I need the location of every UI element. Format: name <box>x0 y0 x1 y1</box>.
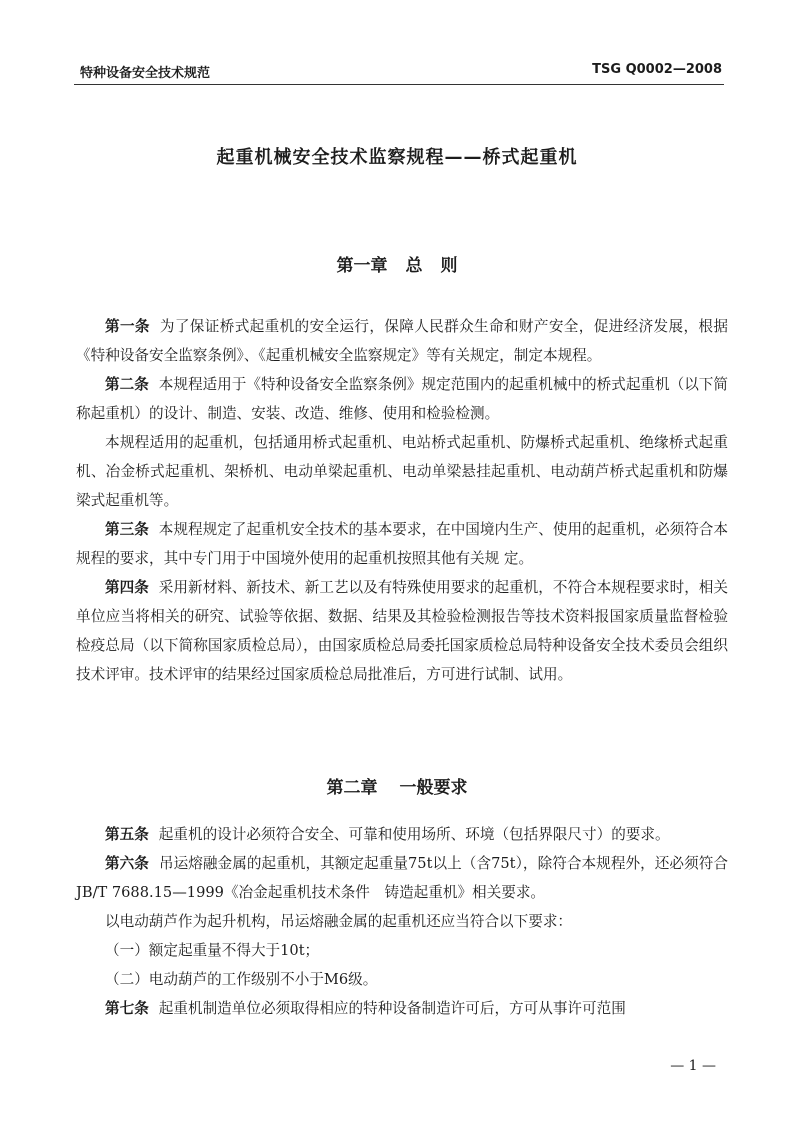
paragraph-text: 本规程规定了起重机安全技术的基本要求，在中国境内生产、使用的起重机，必须符合本规程的要求，其中专门用于中国境外使用的起重机按照其他有关规 定。 <box>76 521 728 567</box>
paragraph-text: 起重机制造单位必须取得相应的特种设备制造许可后，方可从事许可范围 <box>158 1000 626 1017</box>
chapter-2-heading <box>0 773 794 798</box>
header-series-title: 特种设备安全技术规范 <box>80 66 211 81</box>
header-standard-code: TSG Q0002—2008 <box>592 62 722 77</box>
paragraph-text: 为了保证桥式起重机的安全运行，保障人民群众生命和财产安全，促进经济发展，根据《特种设备安全监察条例》、《起重机械安全监察规定》等有关规定，制定本规程。 <box>76 318 728 364</box>
paragraph <box>76 849 728 907</box>
paragraph <box>76 573 728 689</box>
chapter-1-name-b: 则 <box>440 256 458 276</box>
article-label: 第五条 <box>105 826 149 843</box>
article-label: 第二条 <box>105 376 149 393</box>
paragraph <box>76 820 728 849</box>
running-header <box>74 58 724 85</box>
document-title: 起重机械安全技术监察规程——桥式起重机 <box>216 147 578 168</box>
paragraph-text: 以电动葫芦作为起升机构，吊运熔融金属的起重机还应当符合以下要求： <box>105 913 573 930</box>
article-label: 第七条 <box>105 1000 149 1017</box>
chapter-1-body <box>76 312 728 689</box>
article-label: 第四条 <box>105 579 149 596</box>
paragraph-text: 起重机的设计必须符合安全、可靠和使用场所、环境（包括界限尺寸）的要求。 <box>158 826 670 843</box>
paragraph-text: 吊运熔融金属的起重机，其额定起重量75t以上（含75t），除符合本规程外，还必须符合 JB/T 7688.15—1999《冶金起重机技术条件 铸造起重机》相关要求。 <box>76 855 728 901</box>
page-number: — 1 — <box>670 1058 716 1074</box>
list-item <box>76 936 728 965</box>
paragraph <box>76 370 728 428</box>
article-label: 第一条 <box>105 318 150 335</box>
chapter-1-name-a: 总 <box>405 256 423 276</box>
article-label: 第三条 <box>105 521 149 538</box>
paragraph <box>76 515 728 573</box>
paragraph <box>76 994 728 1023</box>
chapter-2-number: 第二章 <box>326 778 378 798</box>
article-label: 第六条 <box>105 855 149 872</box>
paragraph-text: 采用新材料、新技术、新工艺以及有特殊使用要求的起重机，不符合本规程要求时，相关单位应当将相关的研究、试验等依据、数据、结果及其检验检测报告等技术资料报国家质量监督检验检疫总局（以下简称国家质检总局），由国家质检总局委托国家质检总局特种设备安全技术委员会组织技术评审。技术评审的结果经过国家质检总局批准后，方可进行试制、试用。 <box>76 579 728 683</box>
chapter-1-number: 第一章 <box>336 256 388 276</box>
chapter-2-name: 一般要求 <box>399 778 468 798</box>
paragraph-text: （一）额定起重量不得大于10t； <box>105 942 320 959</box>
paragraph <box>76 312 728 370</box>
list-item <box>76 965 728 994</box>
paragraph <box>76 428 728 515</box>
paragraph-text: 本规程适用的起重机，包括通用桥式起重机、电站桥式起重机、防爆桥式起重机、绝缘桥式起重机、冶金桥式起重机、架桥机、电动单梁起重机、电动单梁悬挂起重机、电动葫芦桥式起重机和防爆梁式起重机等。 <box>76 434 728 509</box>
paragraph-text: 本规程适用于《特种设备安全监察条例》规定范围内的起重机械中的桥式起重机（以下简称起重机）的设计、制造、安装、改造、维修、使用和检验检测。 <box>76 376 728 422</box>
chapter-1-heading <box>0 251 794 276</box>
paragraph <box>76 907 728 936</box>
paragraph-text: （二）电动葫芦的工作级别不小于M6级。 <box>105 971 378 988</box>
chapter-2-body <box>76 820 728 1023</box>
